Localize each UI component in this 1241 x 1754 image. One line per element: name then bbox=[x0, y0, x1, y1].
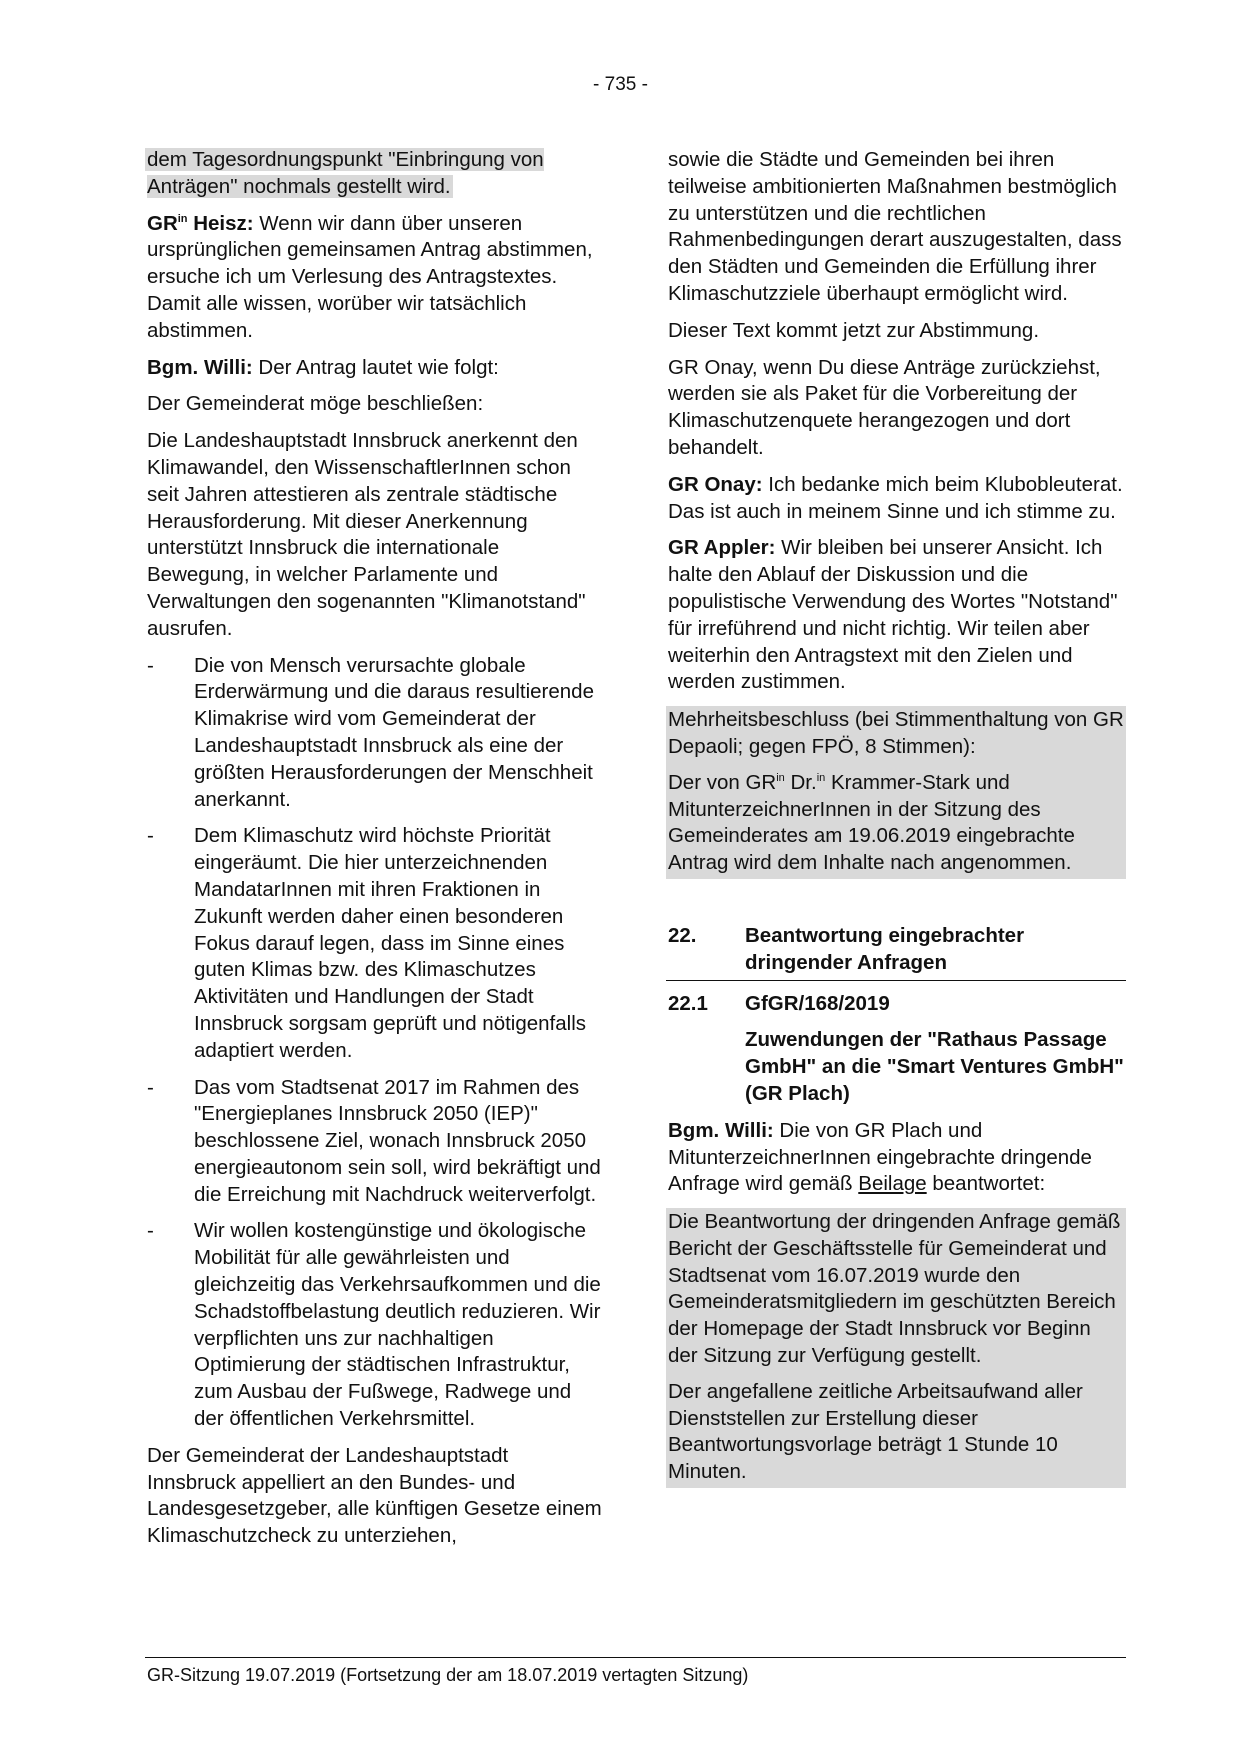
motion-preamble: Die Landeshauptstadt Innsbruck anerkennt den Klimawandel, den WissenschaftlerInnen schon seit Jahren attestieren als zentrale städtische Herausforderung. Mit dieser Anerkennung unterstützt Innsbruck die internationale Bewegung, in welcher Parlamente und Verwaltungen den sogenannten "Klimanotstand" ausrufen. bbox=[147, 429, 586, 640]
footer-divider bbox=[145, 1657, 1126, 1658]
resolution-text: Der von $GR^{in}$ Dr.$^{in}$ Krammer-Stark und MitunterzeichnerInnen in der Sitzung des Gemeinderates am 19.06.2019 eingebrachte Antrag wird dem Inhalte nach angenommen. bbox=[668, 770, 1075, 875]
speech-heisz: $GR^{in}$ Heisz: Wenn wir dann über unseren ursprünglichen gemeinsamen Antrag abstimmen, ersuche ich um Verlesung des Antragstextes. Damit alle wissen, worüber wir tatsächlich abstimmen. bbox=[147, 211, 593, 342]
speech-appler: GR Appler: Wir bleiben bei unserer Ansicht. Ich halte den Ablauf der Diskussion und die populistische Verwendung des Wortes "Notstand" für irreführend und nicht richtig. Wir teilen aber weiterhin den Antragstext mit den Zielen und werden zustimmen. bbox=[668, 536, 1118, 694]
subsection-title: Zuwendungen der "Rathaus Passage GmbH" an die "Smart Ventures GmbH" (GR Plach) bbox=[745, 1028, 1124, 1105]
subsection-heading bbox=[668, 991, 1126, 1018]
beilage-link[interactable]: Beilage bbox=[858, 1172, 927, 1196]
answer-block bbox=[666, 1208, 1126, 1488]
motion-bullet: - Das vom Stadtsenat 2017 im Rahmen des "Energieplanes Innsbruck 2050 (IEP)" beschlossene Ziel, wonach Innsbruck 2050 energieautonom sein soll, wird bekräftigt und die Erreichung mit Nachdruck weiterverfolgt. bbox=[147, 1075, 601, 1206]
section-number: 22. bbox=[668, 923, 697, 947]
motion-intro: Der Gemeinderat möge beschließen: bbox=[147, 392, 484, 416]
speaker-label: Bgm. Willi: bbox=[147, 355, 253, 379]
section-heading bbox=[666, 923, 1126, 981]
motion-closing: Der Gemeinderat der Landeshauptstadt Innsbruck appelliert an den Bundes- und Landesgesetzgeber, alle künftigen Gesetze einem Klimaschutzcheck zu unterziehen, bbox=[147, 1443, 602, 1548]
speaker-label: GR Appler: bbox=[668, 536, 776, 560]
vote-note: Dieser Text kommt jetzt zur Abstimmung. bbox=[668, 318, 1040, 342]
motion-continuation: sowie die Städte und Gemeinden bei ihren teilweise ambitionierten Maßnahmen bestmöglich zu unterstützen und die rechtlichen Rahmenbedingungen derart auszugestalten, dass den Städten und Gemeinden die Erfüllung ihrer Klimaschutzziele überhaupt ermöglicht wird. bbox=[668, 148, 1122, 305]
resolution-block bbox=[666, 706, 1126, 879]
answer-paragraph: Der angefallene zeitliche Arbeitsaufwand aller Dienststellen zur Erstellung dieser Beantwortungsvorlage beträgt 1 Stunde 10 Minuten. bbox=[668, 1379, 1083, 1484]
speech-onay: GR Onay: Ich bedanke mich beim Klubobleuterat. Das ist auch in meinem Sinne und ich stimme zu. bbox=[668, 472, 1123, 523]
answer-paragraph: Die Beantwortung der dringenden Anfrage gemäß Bericht der Geschäftsstelle für Gemeinderat und Stadtsenat vom 16.07.2019 wurde den Gemeinderatsmitgliedern im geschützten Bereich der Homepage der Stadt Innsbruck vor Beginn der Sitzung zur Verfügung gestellt. bbox=[668, 1210, 1121, 1368]
motion-bullet: - Wir wollen kostengünstige und ökologische Mobilität für alle gewährleisten und gleichzeitig das Verkehrsaufkommen und die Schadstoffbelastung deutlich reduzieren. Wir verpflichten uns zur nachhaltigen Optimierung der städtischen Infrastruktur, zum Ausbau der Fußwege, Radwege und der öffentlichen Verkehrsmittel. bbox=[147, 1219, 601, 1431]
page-number: - 735 - bbox=[593, 74, 648, 95]
motion-bullet: - Die von Mensch verursachte globale Erderwärmung und die daraus resultierende Klimakrise wird vom Gemeinderat der Landeshauptstadt Innsbruck als eine der größten Herausforderungen der Menschheit anerkannt. bbox=[147, 653, 594, 811]
speech-willi-answer: Bgm. Willi: Die von GR Plach und MitunterzeichnerInnen eingebrachte dringende Anfrage wird gemäß Beilage beantwortet: bbox=[668, 1118, 1092, 1196]
speech-willi: Bgm. Willi: Der Antrag lautet wie folgt: bbox=[147, 355, 499, 379]
motion-bullet: - Dem Klimaschutz wird höchste Priorität eingeräumt. Die hier unterzeichnenden MandatarInnen mit ihren Fraktionen in Zukunft werden daher einen besonderen Fokus darauf legen, dass im Sinne eines guten Klimas bzw. des Klimaschutzes Aktivitäten und Handlungen der Stadt Innsbruck sorgsam geprüft und nötigenfalls adaptiert werden. bbox=[147, 824, 587, 1062]
speaker-label: Bgm. Willi: bbox=[668, 1118, 774, 1142]
subsection-code: GfGR/168/2019 bbox=[745, 991, 890, 1015]
speaker-label: GR Onay: bbox=[668, 472, 763, 496]
right-column bbox=[668, 147, 1126, 1498]
carryover-text: dem Tagesordnungspunkt "Einbringung von Anträgen" nochmals gestellt wird. bbox=[147, 148, 544, 198]
section-title: Beantwortung eingebrachter dringender Anfragen bbox=[745, 923, 1025, 974]
majority-decision: Mehrheitsbeschluss (bei Stimmenthaltung von GR Depaoli; gegen FPÖ, 8 Stimmen): bbox=[668, 708, 1124, 758]
left-column bbox=[147, 147, 602, 1560]
subsection-number: 22.1 bbox=[668, 991, 708, 1015]
footer-text: GR-Sitzung 19.07.2019 (Fortsetzung der am 18.07.2019 vertagten Sitzung) bbox=[147, 1665, 749, 1685]
onay-request: GR Onay, wenn Du diese Anträge zurückziehst, werden sie als Paket für die Vorbereitung der Klimaschutzenquete herangezogen und dort behandelt. bbox=[668, 355, 1101, 459]
speaker-label: $GR^{in}$ Heisz: bbox=[147, 211, 254, 235]
